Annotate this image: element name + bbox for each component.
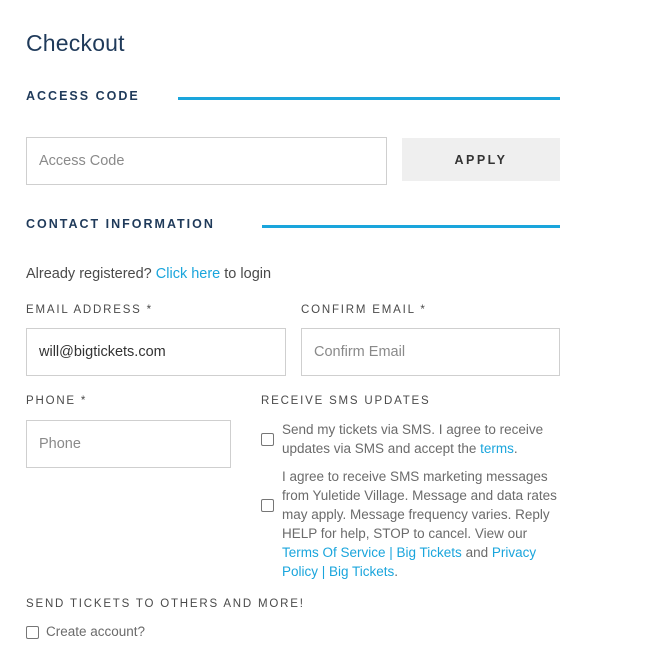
sms-tickets-consent: Send my tickets via SMS. I agree to receive updates via SMS and accept the terms. bbox=[282, 422, 544, 456]
contact-info-header bbox=[26, 217, 560, 237]
sms-marketing-checkbox[interactable] bbox=[261, 499, 274, 512]
sms-marketing-text: I agree to receive SMS marketing messages from Yuletide Village. Message and data rates may apply. Message frequency varies. Reply HELP for help, STOP to cancel. View our bbox=[282, 469, 557, 541]
create-account-checkbox[interactable] bbox=[26, 626, 39, 639]
login-prompt bbox=[26, 266, 271, 282]
sms-terms-link[interactable]: terms bbox=[480, 441, 514, 456]
section-divider bbox=[178, 97, 560, 100]
confirm-email-label: CONFIRM EMAIL * bbox=[301, 304, 427, 316]
privacy-policy-link[interactable]: Privacy Policy | Big Tickets bbox=[282, 545, 537, 579]
access-code-input[interactable] bbox=[26, 137, 387, 185]
terms-of-service-link[interactable]: Terms Of Service | Big Tickets bbox=[282, 545, 462, 560]
send-tickets-heading: SEND TICKETS TO OTHERS AND MORE! bbox=[26, 598, 305, 610]
login-link[interactable]: Click here bbox=[155, 266, 221, 282]
access-code-header bbox=[26, 89, 560, 109]
and-text: and bbox=[465, 545, 489, 560]
login-prompt-suffix: to login bbox=[224, 266, 272, 282]
page-title: Checkout bbox=[26, 30, 125, 56]
confirm-email-field[interactable] bbox=[301, 328, 560, 376]
access-code-heading: ACCESS CODE bbox=[26, 89, 140, 103]
sms-updates-label: RECEIVE SMS UPDATES bbox=[261, 395, 431, 407]
sms-marketing-consent: I agree to receive SMS marketing messages from Yuletide Village. Message and data rates may apply. Message frequency varies. Reply HELP for help, STOP to cancel. View our Terms Of Service | Big Tickets and Privacy Policy | Big Tickets. bbox=[282, 469, 557, 579]
email-field[interactable] bbox=[26, 328, 286, 376]
contact-info-heading: CONTACT INFORMATION bbox=[26, 217, 215, 231]
section-divider bbox=[262, 225, 560, 228]
sms-tickets-checkbox[interactable] bbox=[261, 433, 274, 446]
phone-label: PHONE * bbox=[26, 395, 88, 407]
login-prompt-text: Already registered? bbox=[26, 266, 152, 282]
apply-button[interactable]: APPLY bbox=[402, 138, 560, 181]
email-label: EMAIL ADDRESS * bbox=[26, 304, 153, 316]
sms-tickets-text: Send my tickets via SMS. I agree to receive updates via SMS and accept the bbox=[282, 422, 544, 456]
create-account-label: Create account? bbox=[46, 624, 146, 639]
phone-field[interactable] bbox=[26, 420, 231, 468]
